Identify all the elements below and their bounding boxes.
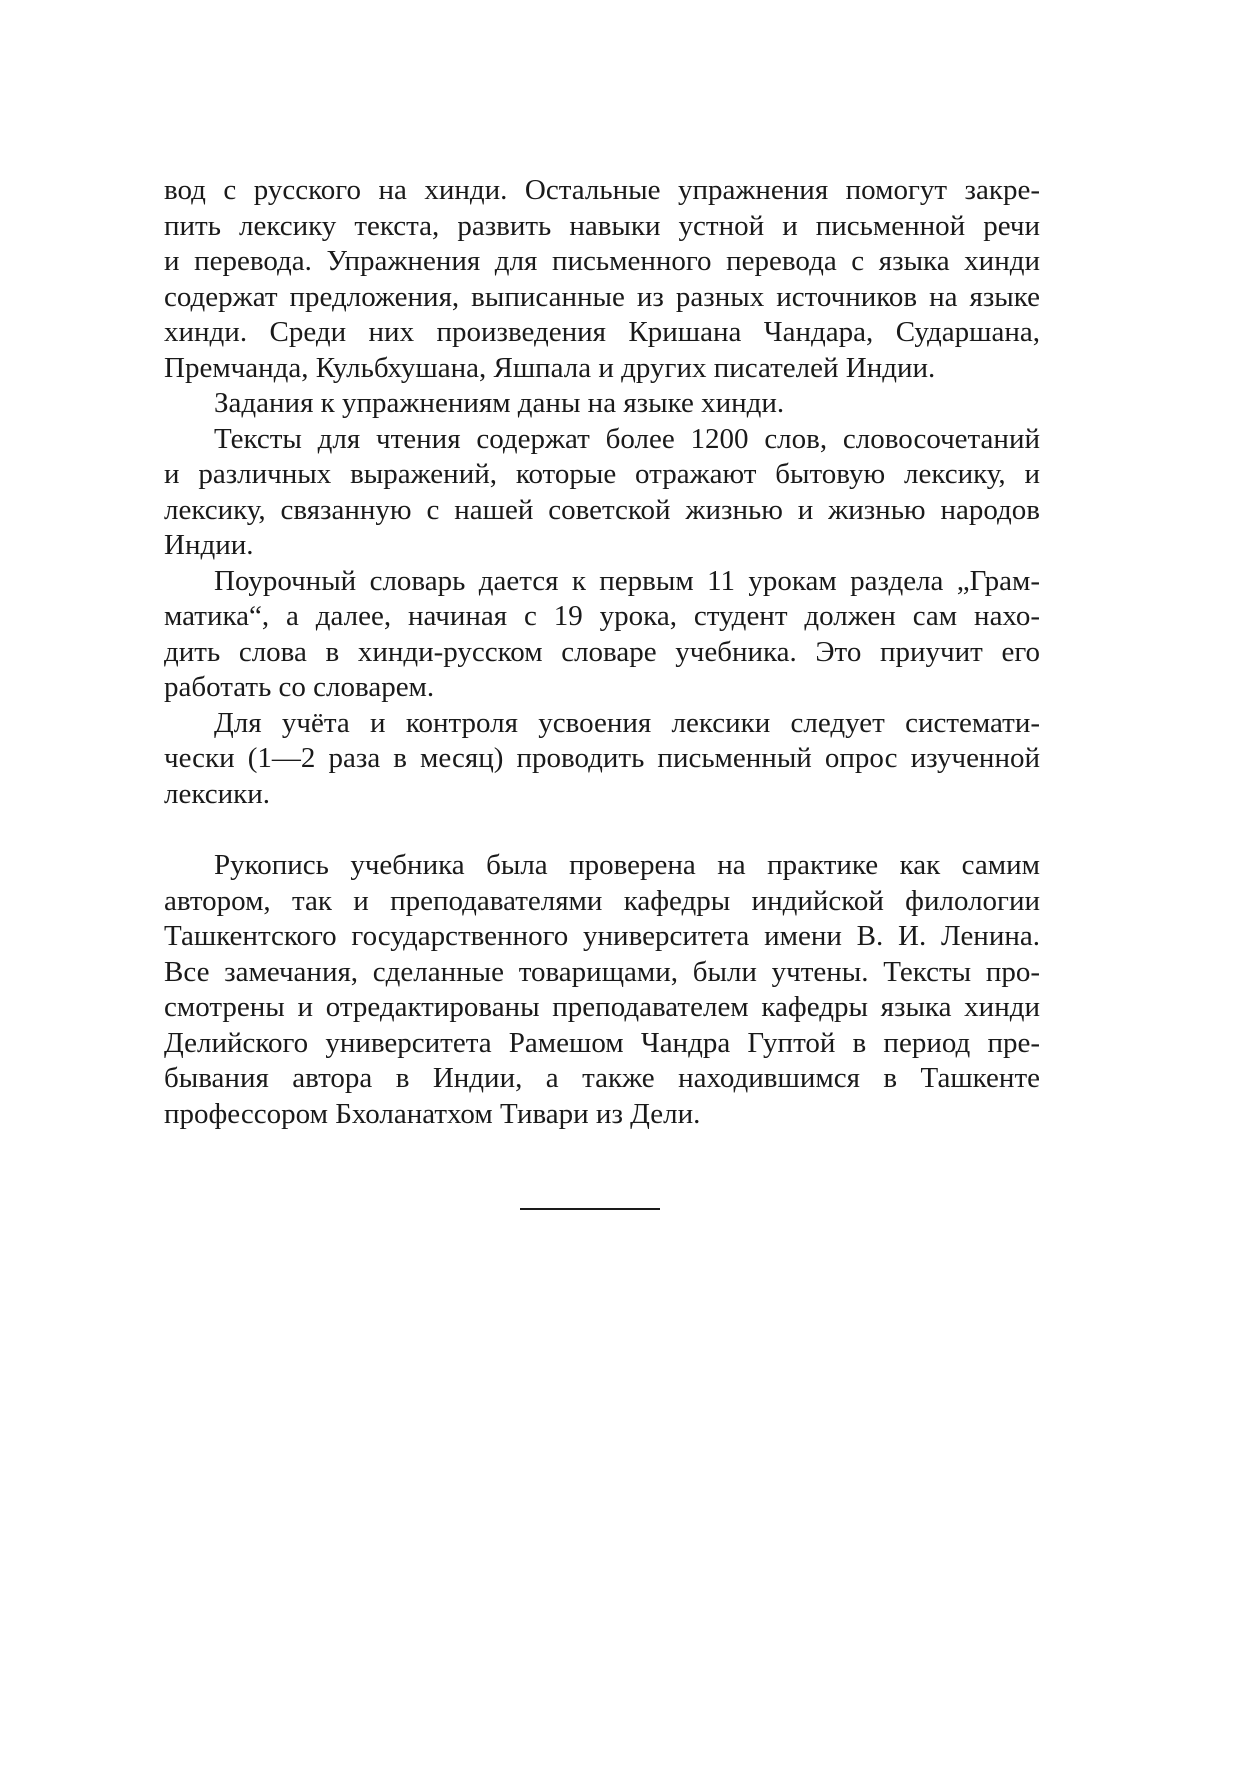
text-line: хинди. Среди них произведения Кришана Чандара, Сударшана, — [164, 316, 1040, 348]
text-line: лексику, связанную с нашей советской жизнью и жизнью народов — [164, 493, 1040, 526]
text-line: матика“, а далее, начиная с 19 урока, студент должен сам нахо- — [164, 600, 1040, 632]
text-line: пить лексику текста, развить навыки устной и письменной речи — [164, 209, 1040, 242]
text-line: автором, так и преподавателями кафедры индийской филологии — [164, 884, 1040, 917]
text-line: дить слова в хинди-русском словаре учебника. Это приучит его — [164, 635, 1040, 668]
closing-rule-divider — [520, 1208, 660, 1210]
text-line: смотрены и отредактированы преподавателем кафедры языка хинди — [164, 991, 1040, 1023]
text-line: бывания автора в Индии, а также находившимся в Ташкенте — [164, 1062, 1040, 1094]
text-line: содержат предложения, выписанные из разных источников на языке — [164, 280, 1040, 313]
text-line: Премчанда, Кульбхушана, Яшпала и других писателей Индии. — [164, 351, 936, 384]
text-section-methodology — [164, 173, 1040, 812]
text-line: Задания к упражнениям даны на языке хинди. — [214, 387, 785, 419]
text-line: Для учёта и контроля усвоения лексики следует системати- — [214, 706, 1040, 739]
text-line: Поурочный словарь дается к первым 11 урокам раздела „Грам- — [214, 564, 1040, 597]
text-line: и перевода. Упражнения для письменного перевода с языка хинди — [164, 245, 1040, 277]
text-line: Делийского университета Рамешом Чандра Гуптой в период пре- — [164, 1026, 1040, 1059]
text-line: лексики. — [164, 777, 270, 810]
text-line: Ташкентского государственного университета имени В. И. Ленина. — [164, 920, 1040, 952]
text-line: профессором Бхоланатхом Тивари из Дели. — [164, 1097, 701, 1130]
text-section-acknowledgements — [164, 848, 1040, 1132]
text-line: чески (1—2 раза в месяц) проводить письменный опрос изученной — [164, 742, 1040, 774]
text-line: Все замечания, сделанные товарищами, были учтены. Тексты про- — [164, 955, 1040, 988]
text-line: Тексты для чтения содержат более 1200 слов, словосочетаний — [214, 422, 1040, 455]
text-line: Индии. — [164, 529, 254, 561]
text-line: работать со словарем. — [164, 671, 435, 703]
text-line: вод с русского на хинди. Остальные упражнения помогут закре- — [164, 174, 1040, 206]
text-line: и различных выражений, которые отражают бытовую лексику, и — [164, 458, 1040, 490]
text-line: Рукопись учебника была проверена на практике как самим — [214, 849, 1040, 881]
